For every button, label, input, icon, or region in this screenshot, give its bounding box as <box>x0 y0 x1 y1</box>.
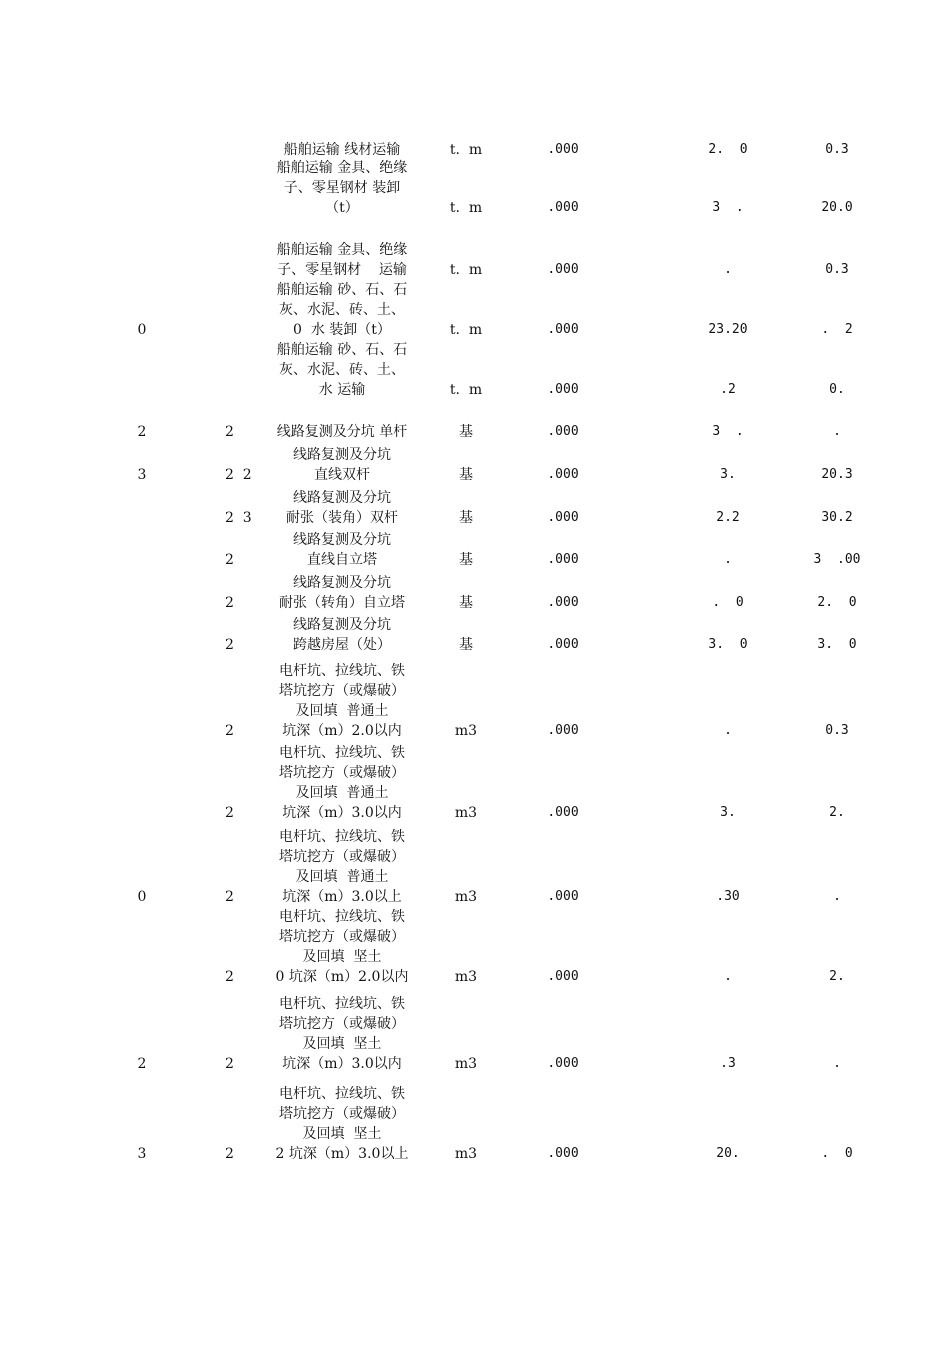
value-cell-2: 3. 0 <box>817 637 857 652</box>
unit-cell: m3 <box>454 723 478 739</box>
row-index: 0 <box>137 889 147 905</box>
item-description-line: 及回填 坚土 <box>302 1036 382 1052</box>
value-cell-2: . 2 <box>821 322 853 337</box>
item-description-line: 塔坑挖方（或爆破） <box>279 1106 405 1122</box>
row-sub-index: 2 <box>225 595 234 611</box>
item-description-line: 耐张（装角）双杆 <box>286 510 398 526</box>
value-cell-2: 3 .00 <box>813 552 861 567</box>
item-description-line: 跨越房屋（处） <box>293 637 391 653</box>
item-description-line: 2 坑深（m）3.0以上 <box>275 1146 409 1162</box>
row-sub-index: 2 <box>225 1056 234 1072</box>
unit-cell: 基 <box>459 510 473 526</box>
item-description-line: 船舶运输 金具、绝缘 <box>276 242 408 258</box>
unit-cell: t. m <box>449 200 483 216</box>
item-description-line: 船舶运输 金具、绝缘 <box>276 160 408 176</box>
row-index: 3 <box>137 1146 147 1162</box>
item-description-line: 线路复测及分坑 <box>293 490 391 506</box>
row-sub-index: 2 <box>225 889 234 905</box>
row-index: 2 <box>137 1056 147 1072</box>
unit-cell: t. m <box>449 322 483 338</box>
unit-cell: m3 <box>454 889 478 905</box>
unit-cell: 基 <box>459 424 473 440</box>
value-cell-2: . <box>833 424 841 439</box>
item-description-line: 坑深（m）3.0以上 <box>282 889 402 905</box>
item-description-line: 及回填 普通土 <box>295 869 389 885</box>
item-description-line: 坑深（m）2.0以内 <box>282 723 402 739</box>
unit-cell: t. m <box>449 142 483 158</box>
unit-cell: m3 <box>454 805 478 821</box>
item-description-line: 直线双杆 <box>314 467 370 483</box>
item-description-line: 水 运输 <box>318 382 366 398</box>
value-cell-2: 0.3 <box>825 262 849 277</box>
quantity-cell: .000 <box>547 552 579 567</box>
row-sub-index: 2 <box>225 424 234 440</box>
item-description-line: 船舶运输 砂、石、石 <box>276 282 408 298</box>
quantity-cell: .000 <box>547 424 579 439</box>
row-sub-index: 2 2 <box>225 467 252 483</box>
item-description-line: 塔坑挖方（或爆破） <box>279 683 405 699</box>
quantity-cell: .000 <box>547 262 579 277</box>
value-cell-1: 2.2 <box>716 510 740 525</box>
item-description-line: 塔坑挖方（或爆破） <box>279 765 405 781</box>
item-description-line: 电杆坑、拉线坑、铁 <box>279 1086 405 1102</box>
quantity-cell: .000 <box>547 969 579 984</box>
value-cell-2: 0. <box>829 382 845 397</box>
value-cell-1: 23.20 <box>708 322 748 337</box>
item-description-line: 电杆坑、拉线坑、铁 <box>279 663 405 679</box>
value-cell-1: .2 <box>720 382 736 397</box>
value-cell-1: . <box>724 723 732 738</box>
value-cell-1: .3 <box>720 1056 736 1071</box>
value-cell-1: 3. <box>720 467 736 482</box>
item-description-line: 线路复测及分坑 <box>293 575 391 591</box>
value-cell-2: . <box>833 889 841 904</box>
item-description-line: （t） <box>325 200 359 216</box>
quantity-cell: .000 <box>547 1146 579 1161</box>
unit-cell: 基 <box>459 637 473 653</box>
item-description-line: 电杆坑、拉线坑、铁 <box>279 996 405 1012</box>
value-cell-2: 0.3 <box>825 723 849 738</box>
row-index: 0 <box>137 322 147 338</box>
item-description-line: 塔坑挖方（或爆破） <box>279 929 405 945</box>
item-description-line: 子、零星钢材 运输 <box>277 262 407 278</box>
quantity-cell: .000 <box>547 467 579 482</box>
value-cell-2: . 0 <box>821 1146 853 1161</box>
value-cell-2: 20.3 <box>821 467 853 482</box>
value-cell-1: . 0 <box>712 595 744 610</box>
item-description-line: 0 水 装卸（t） <box>293 322 391 338</box>
quantity-cell: .000 <box>547 200 579 215</box>
item-description-line: 线路复测及分坑 <box>293 617 391 633</box>
quantity-cell: .000 <box>547 510 579 525</box>
item-description-line: 及回填 普通土 <box>295 703 389 719</box>
value-cell-2: 2. 0 <box>817 595 857 610</box>
value-cell-2: 0.3 <box>825 142 849 157</box>
value-cell-2: 30.2 <box>821 510 853 525</box>
quantity-cell: .000 <box>547 889 579 904</box>
quantity-cell: .000 <box>547 805 579 820</box>
item-description-line: 线路复测及分坑 单杆 <box>276 424 408 440</box>
unit-cell: 基 <box>459 552 473 568</box>
item-description-line: 灰、水泥、砖、土、 <box>279 362 405 378</box>
item-description-line: 电杆坑、拉线坑、铁 <box>279 909 405 925</box>
item-description-line: 灰、水泥、砖、土、 <box>279 302 405 318</box>
value-cell-1: .30 <box>716 889 740 904</box>
unit-cell: m3 <box>454 969 478 985</box>
value-cell-2: . <box>833 1056 841 1071</box>
row-index: 2 <box>137 424 147 440</box>
item-description-line: 船舶运输 砂、石、石 <box>276 342 408 358</box>
value-cell-1: 3. 0 <box>708 637 748 652</box>
value-cell-1: 20. <box>716 1146 740 1161</box>
item-description-line: 电杆坑、拉线坑、铁 <box>279 829 405 845</box>
row-sub-index: 2 <box>225 805 234 821</box>
value-cell-1: 3 . <box>712 200 744 215</box>
value-cell-2: 2. <box>829 969 845 984</box>
row-sub-index: 2 <box>225 969 234 985</box>
item-description-line: 及回填 坚土 <box>302 1126 382 1142</box>
value-cell-1: 3 . <box>712 424 744 439</box>
row-sub-index: 2 <box>225 1146 234 1162</box>
quantity-cell: .000 <box>547 1056 579 1071</box>
item-description-line: 电杆坑、拉线坑、铁 <box>279 745 405 761</box>
unit-cell: 基 <box>459 467 473 483</box>
item-description-line: 直线自立塔 <box>307 552 377 568</box>
quantity-cell: .000 <box>547 637 579 652</box>
quantity-cell: .000 <box>547 142 579 157</box>
item-description-line: 线路复测及分坑 <box>293 447 391 463</box>
item-description-line: 塔坑挖方（或爆破） <box>279 1016 405 1032</box>
row-index: 3 <box>137 467 147 483</box>
value-cell-1: . <box>724 552 732 567</box>
item-description-line: 线路复测及分坑 <box>293 532 391 548</box>
quantity-cell: .000 <box>547 382 579 397</box>
unit-cell: t. m <box>449 262 483 278</box>
unit-cell: m3 <box>454 1056 478 1072</box>
value-cell-1: . <box>724 262 732 277</box>
value-cell-2: 20.0 <box>821 200 853 215</box>
unit-cell: m3 <box>454 1146 478 1162</box>
value-cell-1: 3. <box>720 805 736 820</box>
unit-cell: t. m <box>449 382 483 398</box>
value-cell-1: 2. 0 <box>708 142 748 157</box>
item-description-line: 子、零星钢材 装卸 <box>283 180 401 196</box>
quantity-cell: .000 <box>547 595 579 610</box>
item-description-line: 坑深（m）3.0以内 <box>282 1056 402 1072</box>
unit-cell: 基 <box>459 595 473 611</box>
value-cell-1: . <box>724 969 732 984</box>
row-sub-index: 2 <box>225 552 234 568</box>
quantity-cell: .000 <box>547 723 579 738</box>
item-description-line: 耐张（转角）自立塔 <box>279 595 405 611</box>
item-description-line: 及回填 普通土 <box>295 785 389 801</box>
item-description-line: 坑深（m）3.0以内 <box>282 805 402 821</box>
item-description-line: 塔坑挖方（或爆破） <box>279 849 405 865</box>
item-description-line: 0 坑深（m）2.0以内 <box>275 969 409 985</box>
item-description-line: 船舶运输 线材运输 <box>283 142 401 158</box>
value-cell-2: 2. <box>829 805 845 820</box>
item-description-line: 及回填 坚土 <box>302 949 382 965</box>
quantity-cell: .000 <box>547 322 579 337</box>
row-sub-index: 2 3 <box>225 510 252 526</box>
row-sub-index: 2 <box>225 637 234 653</box>
row-sub-index: 2 <box>225 723 234 739</box>
